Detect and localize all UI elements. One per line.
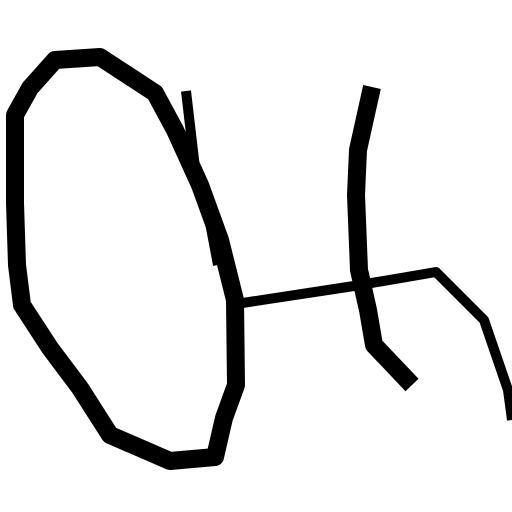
ellipse-loop-stroke bbox=[15, 57, 236, 461]
hook-stroke bbox=[356, 87, 412, 385]
